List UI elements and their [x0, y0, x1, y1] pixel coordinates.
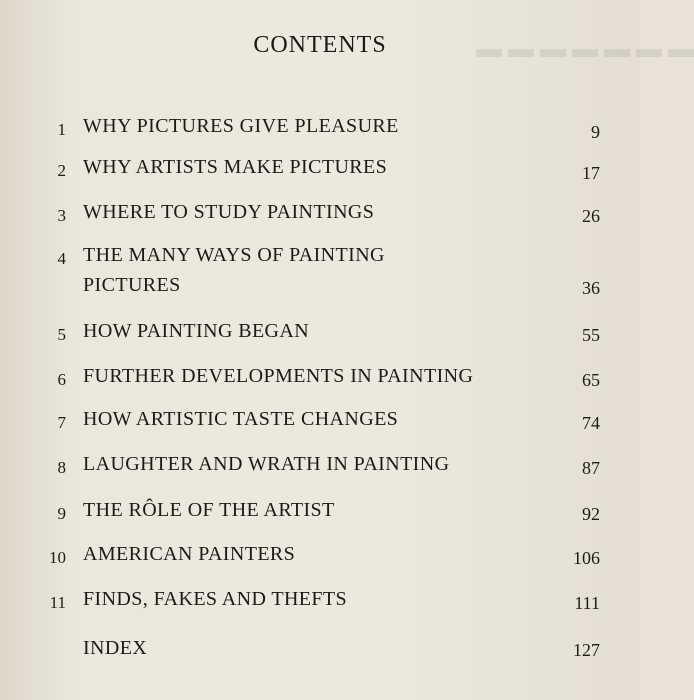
chapter-title: HOW PAINTING BEGAN [83, 320, 310, 342]
chapter-number: 9 [57, 504, 66, 523]
chapter-title: WHY PICTURES GIVE PLEASURE [83, 115, 399, 137]
contents-entry [0, 362, 640, 392]
chapter-title: THE MANY WAYS OF PAINTING [83, 244, 385, 266]
page-number: 9 [591, 122, 600, 142]
contents-entry [0, 585, 640, 615]
contents-entry [0, 241, 640, 303]
contents-entry [0, 198, 640, 228]
chapter-number: 1 [57, 120, 66, 139]
chapter-title: AMERICAN PAINTERS [83, 543, 296, 565]
page-title: CONTENTS [253, 32, 387, 58]
contents-entry [0, 634, 640, 664]
contents-entry [0, 153, 640, 183]
chapter-number: 6 [57, 370, 66, 389]
chapter-title: WHY ARTISTS MAKE PICTURES [83, 156, 388, 178]
chapter-number: 3 [57, 206, 66, 225]
page-number: 87 [582, 458, 600, 478]
contents-entry [0, 317, 640, 347]
page-number: 92 [582, 504, 600, 524]
chapter-title: FINDS, FAKES AND THEFTS [83, 588, 348, 610]
chapter-title: THE RÔLE OF THE ARTIST [83, 499, 335, 521]
chapter-title: WHERE TO STUDY PAINTINGS [83, 201, 375, 223]
page-number: 65 [582, 370, 600, 390]
chapter-number: 10 [49, 548, 66, 567]
index-title: INDEX [83, 637, 148, 659]
chapter-title: HOW ARTISTIC TASTE CHANGES [83, 408, 399, 430]
page-number: 36 [582, 278, 600, 298]
chapter-number: 5 [57, 325, 66, 344]
page-number: 26 [582, 206, 600, 226]
chapter-title-continued: PICTURES [83, 274, 181, 296]
chapter-number: 8 [57, 458, 66, 477]
page-number: 127 [573, 640, 600, 660]
chapter-title: FURTHER DEVELOPMENTS IN PAINTING [83, 365, 474, 387]
page-number: 17 [582, 163, 600, 183]
contents-entry [0, 450, 640, 480]
show-through-heading: ▬▬▬▬▬▬▬ [470, 34, 694, 63]
page-number: 111 [574, 593, 600, 613]
contents-entry [0, 112, 640, 142]
contents-entry [0, 496, 640, 526]
chapter-number: 2 [57, 161, 66, 180]
contents-entry [0, 405, 640, 435]
page-number: 106 [573, 548, 600, 568]
chapter-number: 11 [49, 593, 66, 612]
chapter-title: LAUGHTER AND WRATH IN PAINTING [83, 453, 450, 475]
chapter-number: 7 [57, 413, 66, 432]
page-number: 55 [582, 325, 600, 345]
chapter-number: 4 [57, 249, 66, 268]
page-number: 74 [582, 413, 600, 433]
contents-entry [0, 540, 640, 570]
